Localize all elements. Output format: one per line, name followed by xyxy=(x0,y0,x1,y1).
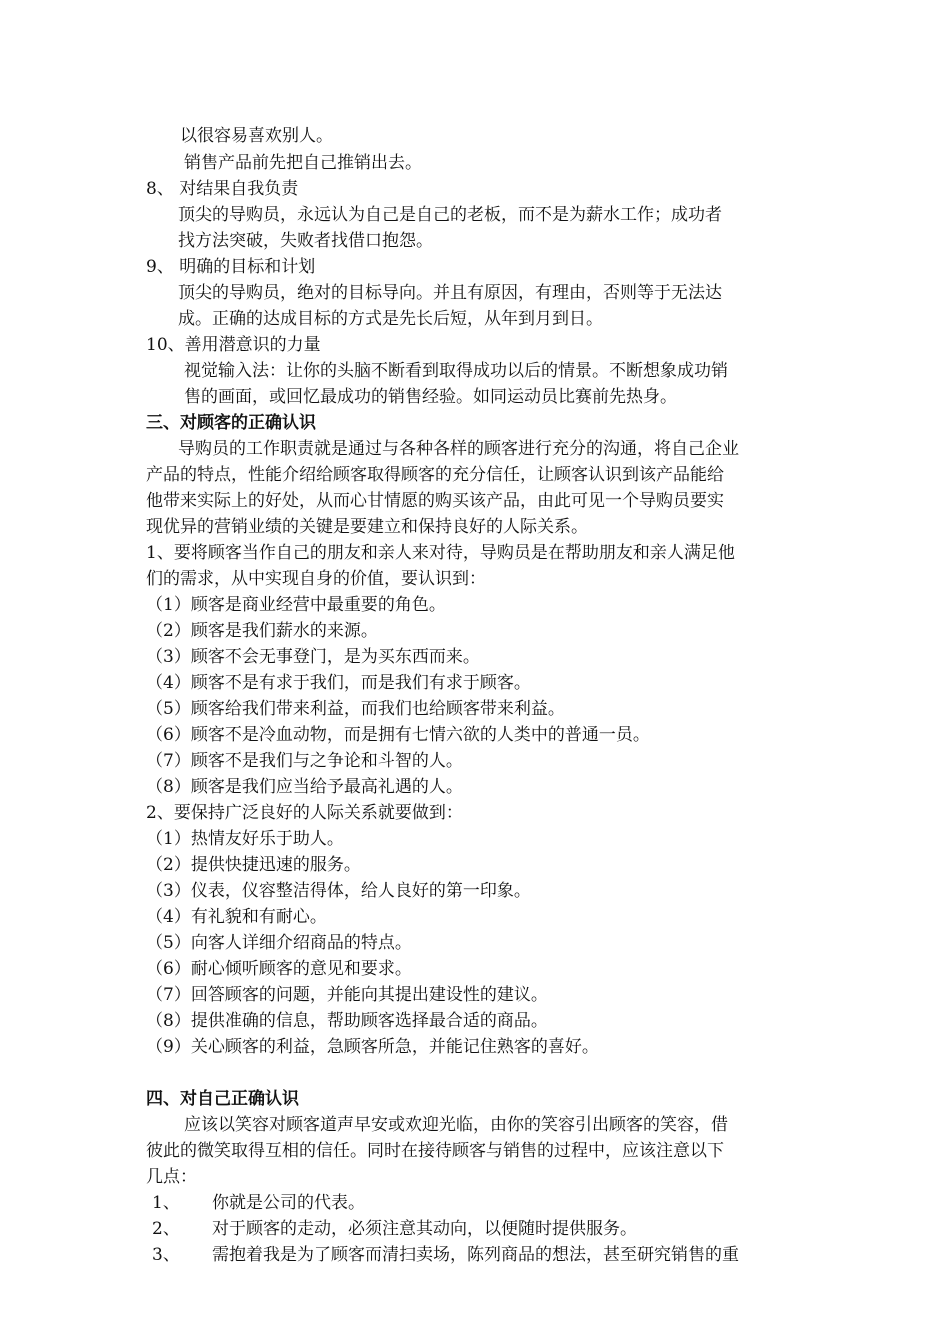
list-item: （4）有礼貌和有耐心。 xyxy=(146,907,327,927)
section-heading-3: 三、对顾客的正确认识 xyxy=(146,413,316,433)
text-line: 售的画面，或回忆最成功的销售经验。如同运动员比赛前先热身。 xyxy=(184,387,677,407)
list-item: （4）顾客不是有求于我们，而是我们有求于顾客。 xyxy=(146,673,531,693)
list-item: （8）提供准确的信息，帮助顾客选择最合适的商品。 xyxy=(146,1011,548,1031)
list-item: 需抱着我是为了顾客而清扫卖场，陈列商品的想法，甚至研究销售的重 xyxy=(212,1245,739,1265)
list-number: 3、 xyxy=(152,1245,180,1265)
text-line: 顶尖的导购员，绝对的目标导向。并且有原因，有理由，否则等于无法达 xyxy=(178,283,722,303)
paragraph-line: 他带来实际上的好处，从而心甘情愿的购买该产品，由此可见一个导购员要实 xyxy=(146,491,724,511)
paragraph-line: 应该以笑容对顾客道声早安或欢迎光临，由你的笑容引出顾客的笑容，借 xyxy=(184,1115,728,1135)
list-item: （7）回答顾客的问题，并能向其提出建设性的建议。 xyxy=(146,985,548,1005)
list-item: （3）顾客不会无事登门，是为买东西而来。 xyxy=(146,647,480,667)
paragraph-line: 产品的特点，性能介绍给顾客取得顾客的充分信任，让顾客认识到该产品能给 xyxy=(146,465,724,485)
list-item: （3）仪表，仪容整洁得体，给人良好的第一印象。 xyxy=(146,881,531,901)
numbered-heading: 8、 对结果自我负责 xyxy=(146,179,299,199)
list-item: （9）关心顾客的利益，急顾客所急，并能记住熟客的喜好。 xyxy=(146,1037,599,1057)
list-item: （7）顾客不是我们与之争论和斗智的人。 xyxy=(146,751,463,771)
text-line: 成。正确的达成目标的方式是先长后短，从年到月到日。 xyxy=(178,309,603,329)
list-item: （6）耐心倾听顾客的意见和要求。 xyxy=(146,959,412,979)
section-heading-4: 四、对自己正确认识 xyxy=(146,1089,299,1109)
list-item: （1）顾客是商业经营中最重要的角色。 xyxy=(146,595,446,615)
numbered-heading: 10、善用潜意识的力量 xyxy=(146,335,321,355)
list-number: 1、 xyxy=(152,1193,180,1213)
paragraph-line: 1、要将顾客当作自己的朋友和亲人来对待，导购员是在帮助朋友和亲人满足他 xyxy=(146,543,735,563)
paragraph-line: 几点： xyxy=(146,1167,197,1187)
list-item: 对于顾客的走动，必须注意其动向，以便随时提供服务。 xyxy=(212,1219,637,1239)
text-line: 以很容易喜欢别人。 xyxy=(180,126,333,146)
list-item: （8）顾客是我们应当给予最高礼遇的人。 xyxy=(146,777,463,797)
text-line: 找方法突破，失败者找借口抱怨。 xyxy=(178,231,433,251)
paragraph-line: 们的需求，从中实现自身的价值，要认识到： xyxy=(146,569,486,589)
paragraph-line: 2、要保持广泛良好的人际关系就要做到： xyxy=(146,803,463,823)
paragraph-line: 现优异的营销业绩的关键是要建立和保持良好的人际关系。 xyxy=(146,517,588,537)
paragraph-line: 彼此的微笑取得互相的信任。同时在接待顾客与销售的过程中，应该注意以下 xyxy=(146,1141,724,1161)
list-item: （1）热情友好乐于助人。 xyxy=(146,829,344,849)
list-item: （2）顾客是我们薪水的来源。 xyxy=(146,621,378,641)
list-number: 2、 xyxy=(152,1219,180,1239)
list-item: （2）提供快捷迅速的服务。 xyxy=(146,855,361,875)
list-item: （6）顾客不是冷血动物，而是拥有七情六欲的人类中的普通一员。 xyxy=(146,725,650,745)
paragraph-line: 导购员的工作职责就是通过与各种各样的顾客进行充分的沟通，将自己企业 xyxy=(178,439,739,459)
text-line: 顶尖的导购员，永远认为自己是自己的老板，而不是为薪水工作；成功者 xyxy=(178,205,722,225)
numbered-heading: 9、 明确的目标和计划 xyxy=(146,257,316,277)
list-item: （5）向客人详细介绍商品的特点。 xyxy=(146,933,412,953)
list-item: （5）顾客给我们带来利益，而我们也给顾客带来利益。 xyxy=(146,699,565,719)
text-line: 销售产品前先把自己推销出去。 xyxy=(184,153,422,173)
text-line: 视觉输入法：让你的头脑不断看到取得成功以后的情景。不断想象成功销 xyxy=(184,361,728,381)
list-item: 你就是公司的代表。 xyxy=(212,1193,365,1213)
